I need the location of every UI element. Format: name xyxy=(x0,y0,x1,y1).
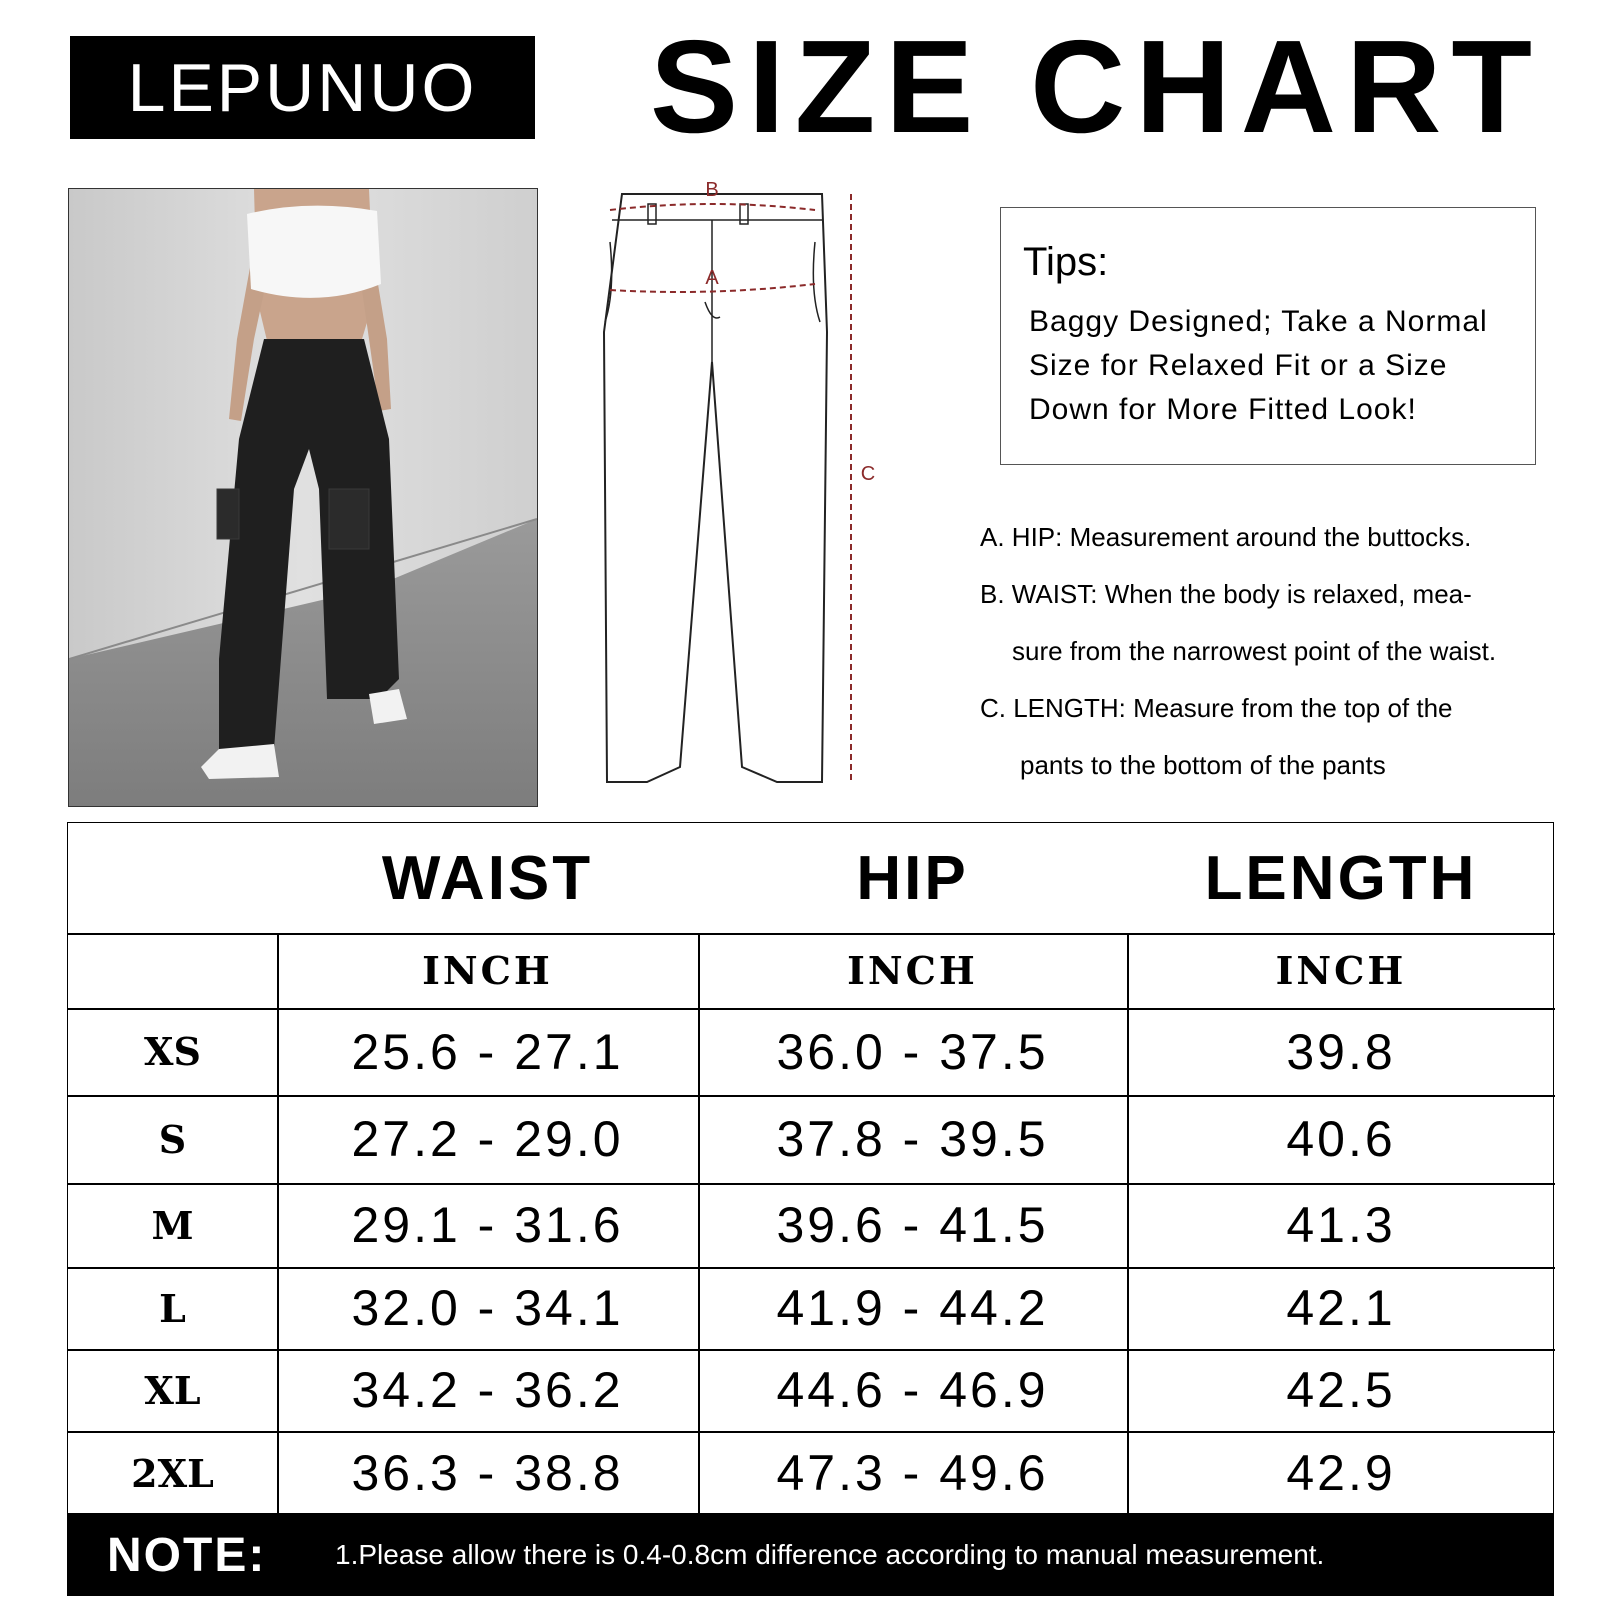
note-bar xyxy=(67,1514,1554,1596)
waist-note-continued: sure from the narrowest point of the waist. xyxy=(1012,636,1497,666)
column-header-length: LENGTH xyxy=(1204,843,1478,913)
length-value: 39.8 xyxy=(1286,1023,1396,1080)
length-value: 42.9 xyxy=(1286,1445,1396,1501)
size-label: XS xyxy=(144,1029,201,1074)
length-value: 42.1 xyxy=(1286,1280,1396,1336)
tips-title: Tips: xyxy=(1023,240,1109,284)
brand-name: LEPUNUO xyxy=(127,49,478,126)
unit-waist: INCH xyxy=(422,948,553,993)
product-photo xyxy=(68,188,538,807)
unit-hip: INCH xyxy=(847,948,978,993)
pants-outline-icon xyxy=(600,182,900,812)
tips-line: Size for Relaxed Fit or a Size xyxy=(1029,349,1448,382)
hip-value: 37.8 - 39.5 xyxy=(776,1111,1049,1167)
length-value: 41.3 xyxy=(1286,1197,1396,1253)
length-note: C. LENGTH: Measure from the top of the xyxy=(980,693,1453,723)
size-label: M xyxy=(151,1202,194,1248)
size-label: S xyxy=(158,1116,187,1162)
tips-text xyxy=(1029,300,1529,432)
size-label: XL xyxy=(144,1367,201,1413)
size-label: 2XL xyxy=(131,1450,214,1496)
note-label: NOTE: xyxy=(107,1528,267,1582)
length-note-continued: pants to the bottom of the pants xyxy=(1020,750,1386,780)
brand-logo xyxy=(70,36,535,139)
size-table xyxy=(67,822,1554,1514)
tips-line: Down for More Fitted Look! xyxy=(1029,393,1417,426)
label-c: C xyxy=(860,463,876,485)
pants-diagram xyxy=(600,182,900,812)
unit-length: INCH xyxy=(1275,948,1407,993)
length-value: 42.5 xyxy=(1286,1362,1396,1418)
tips-box xyxy=(1000,207,1536,465)
waist-note: B. WAIST: When the body is relaxed, mea- xyxy=(980,579,1472,609)
tips-line: Baggy Designed; Take a Normal xyxy=(1029,305,1488,338)
hip-value: 36.0 - 37.5 xyxy=(776,1023,1049,1080)
column-header-hip: HIP xyxy=(856,843,969,913)
waist-value: 25.6 - 27.1 xyxy=(351,1023,624,1080)
waist-value: 32.0 - 34.1 xyxy=(351,1280,624,1336)
hip-value: 41.9 - 44.2 xyxy=(776,1280,1049,1336)
waist-value: 34.2 - 36.2 xyxy=(351,1362,624,1418)
length-value: 40.6 xyxy=(1286,1111,1396,1167)
column-header-waist: WAIST xyxy=(381,843,594,913)
label-b: B xyxy=(705,182,719,201)
size-label: L xyxy=(159,1285,186,1331)
waist-value: 36.3 - 38.8 xyxy=(351,1445,624,1501)
hip-value: 47.3 - 49.6 xyxy=(776,1445,1049,1501)
model-illustration xyxy=(69,189,537,806)
hip-value: 44.6 - 46.9 xyxy=(776,1362,1049,1418)
label-a: A xyxy=(705,267,719,289)
waist-value: 27.2 - 29.0 xyxy=(351,1111,624,1167)
hip-value: 39.6 - 41.5 xyxy=(776,1197,1049,1253)
hip-note: A. HIP: Measurement around the buttocks. xyxy=(980,522,1472,552)
waist-value: 29.1 - 31.6 xyxy=(351,1197,624,1253)
note-text: 1.Please allow there is 0.4-0.8cm difference according to manual measurement. xyxy=(335,1539,1325,1570)
page-title: SIZE CHART xyxy=(650,13,1542,160)
